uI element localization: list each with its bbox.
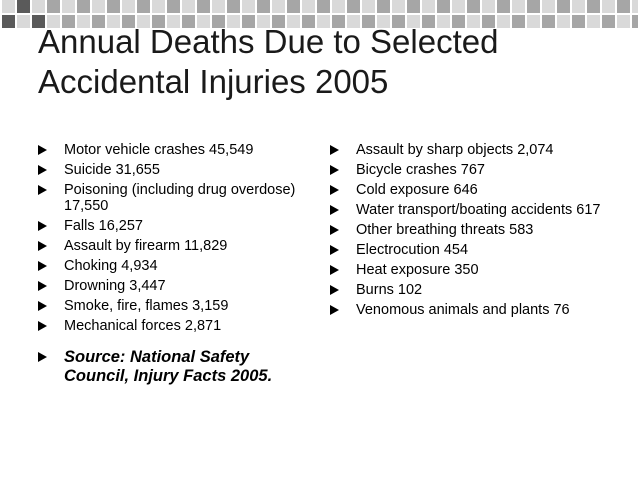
checker-cell (32, 0, 45, 13)
list-item: Water transport/boating accidents 617 (330, 202, 620, 218)
list-item: Electrocution 454 (330, 242, 620, 258)
arrow-bullet-icon (38, 241, 47, 251)
arrow-bullet-icon (38, 221, 47, 231)
list-item: Bicycle crashes 767 (330, 162, 620, 178)
arrow-bullet-icon (330, 225, 339, 235)
checker-cell (467, 0, 480, 13)
checker-cell (527, 0, 540, 13)
checker-cell (92, 0, 105, 13)
checker-cell (137, 0, 150, 13)
list-item: Smoke, fire, flames 3,159 (38, 298, 298, 314)
arrow-bullet-icon (330, 265, 339, 275)
list-item: Poisoning (including drug overdose) 17,550 (38, 182, 298, 214)
checker-cell (512, 0, 525, 13)
checker-cell (2, 15, 15, 28)
checker-cell (617, 15, 630, 28)
checker-cell (392, 0, 405, 13)
checker-cell (17, 15, 30, 28)
arrow-bullet-icon (330, 185, 339, 195)
arrow-bullet-icon (330, 305, 339, 315)
list-item: Suicide 31,655 (38, 162, 298, 178)
checker-cell (62, 0, 75, 13)
arrow-bullet-icon (38, 321, 47, 331)
checker-cell (542, 0, 555, 13)
checker-cell (452, 0, 465, 13)
checker-cell (272, 0, 285, 13)
slide-title: Annual Deaths Due to Selected Accidental Injuries 2005 (38, 23, 499, 100)
checker-cell (632, 15, 638, 28)
checker-cell (602, 0, 615, 13)
list-item: Motor vehicle crashes 45,549 (38, 142, 298, 158)
arrow-bullet-icon (38, 165, 47, 175)
checker-cell (377, 0, 390, 13)
list-item: Assault by firearm 11,829 (38, 238, 298, 254)
left-statistics-list (38, 142, 298, 338)
list-item: Other breathing threats 583 (330, 222, 620, 238)
arrow-bullet-icon (330, 145, 339, 155)
checker-cell (422, 0, 435, 13)
checker-cell (497, 0, 510, 13)
list-item: Cold exposure 646 (330, 182, 620, 198)
list-item: Assault by sharp objects 2,074 (330, 142, 620, 158)
checker-cell (167, 0, 180, 13)
list-item: Heat exposure 350 (330, 262, 620, 278)
checker-cell (362, 0, 375, 13)
checker-cell (2, 0, 15, 13)
checker-cell (317, 0, 330, 13)
list-item: Falls 16,257 (38, 218, 298, 234)
checker-cell (482, 0, 495, 13)
checker-cell (302, 0, 315, 13)
checker-cell (287, 0, 300, 13)
arrow-bullet-icon (330, 165, 339, 175)
checker-cell (587, 0, 600, 13)
checker-cell (347, 0, 360, 13)
source-citation (38, 348, 308, 386)
checker-cell (17, 0, 30, 13)
arrow-bullet-icon (38, 281, 47, 291)
arrow-bullet-icon (38, 352, 47, 362)
checker-cell (437, 0, 450, 13)
checker-cell (572, 0, 585, 13)
list-item: Burns 102 (330, 282, 620, 298)
list-item: Venomous animals and plants 76 (330, 302, 620, 318)
arrow-bullet-icon (330, 245, 339, 255)
checker-cell (182, 0, 195, 13)
list-item: Choking 4,934 (38, 258, 298, 274)
list-item: Drowning 3,447 (38, 278, 298, 294)
checker-cell (122, 0, 135, 13)
checker-cell (212, 0, 225, 13)
checker-cell (242, 0, 255, 13)
checker-cell (107, 0, 120, 13)
checker-cell (152, 0, 165, 13)
checker-cell (557, 0, 570, 13)
checker-cell (257, 0, 270, 13)
list-item: Mechanical forces 2,871 (38, 318, 298, 334)
arrow-bullet-icon (38, 261, 47, 271)
checker-cell (407, 0, 420, 13)
checker-cell (47, 0, 60, 13)
arrow-bullet-icon (330, 205, 339, 215)
arrow-bullet-icon (330, 285, 339, 295)
checker-cell (617, 0, 630, 13)
arrow-bullet-icon (38, 145, 47, 155)
checker-cell (197, 0, 210, 13)
checker-cell (77, 0, 90, 13)
arrow-bullet-icon (38, 185, 47, 195)
checker-cell (632, 0, 638, 13)
checker-cell (227, 0, 240, 13)
right-statistics-list (330, 142, 620, 322)
checker-cell (332, 0, 345, 13)
arrow-bullet-icon (38, 301, 47, 311)
source-item: Source: National Safety Council, Injury Facts 2005. (38, 348, 308, 386)
